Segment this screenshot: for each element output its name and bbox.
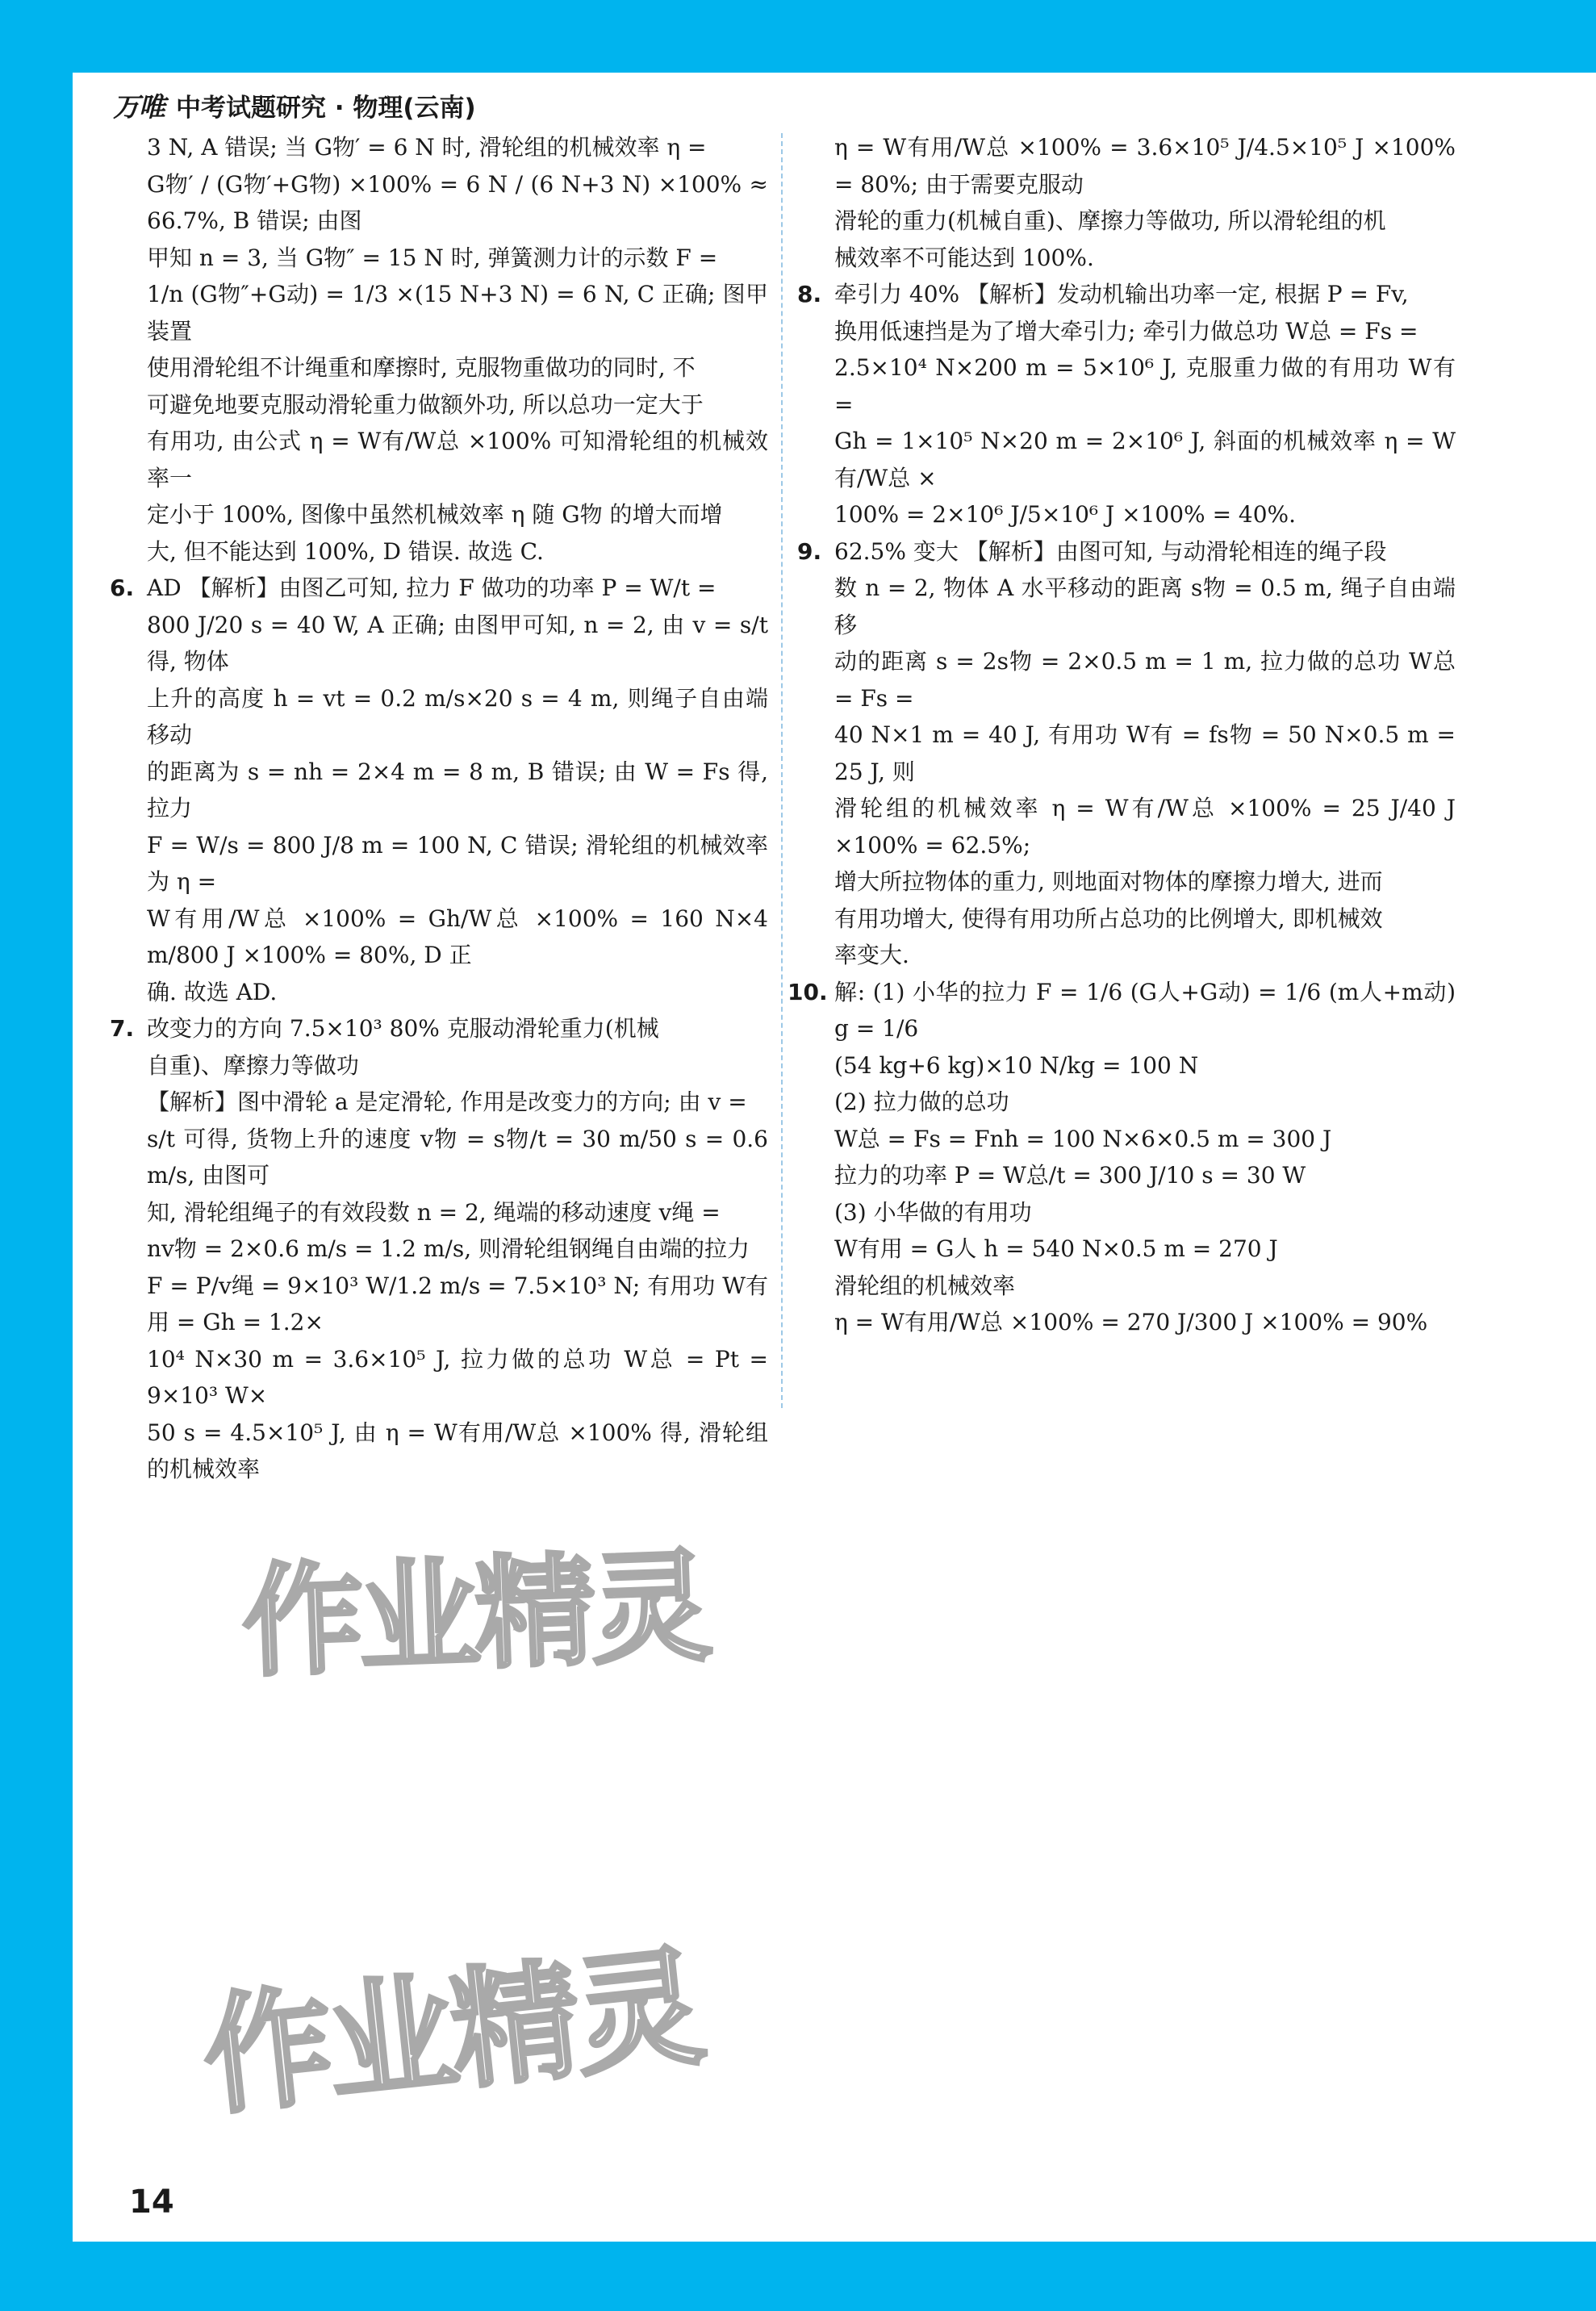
watermark: 作业精灵 (196, 1931, 707, 2133)
text-line: 10⁴ N×30 m = 3.6×10⁵ J, 拉力做的总功 W总 = Pt = 9×10³ W× (147, 1345, 768, 1409)
text-line: 62.5% 变大 【解析】由图可知, 与动滑轮相连的绳子段 (834, 537, 1387, 565)
text-line: W有用/W总 ×100% = Gh/W总 ×100% = 160 N×4 m/800 J ×100% = 80%, D 正 (147, 905, 768, 968)
brand-logo: 万唯 (113, 90, 165, 123)
question-10 (788, 974, 1456, 1341)
text-line: 甲知 n = 3, 当 G物″ = 15 N 时, 弹簧测力计的示数 F = (147, 244, 718, 271)
question-number: 7. (110, 1015, 135, 1042)
text-line: 【解析】图中滑轮 a 是定滑轮, 作用是改变力的方向; 由 v = (147, 1089, 747, 1115)
text-line: 改变力的方向 7.5×10³ 80% 克服动滑轮重力(机械 (147, 1015, 659, 1042)
text-line: 数 n = 2, 物体 A 水平移动的距离 s物 = 0.5 m, 绳子自由端移 (834, 575, 1456, 638)
text-line: 确. 故选 AD. (147, 978, 278, 1005)
text-line: (54 kg+6 kg)×10 N/kg = 100 N (834, 1051, 1199, 1079)
text-line: 率变大. (834, 942, 909, 968)
q5-continuation (147, 129, 768, 570)
text-line: 械效率不可能达到 100%. (834, 244, 1094, 271)
question-6 (110, 570, 768, 1010)
text-line: nv物 = 2×0.6 m/s = 1.2 m/s, 则滑轮组钢绳自由端的拉力 (147, 1235, 750, 1262)
text-line: 滑轮的重力(机械自重)、摩擦力等做功, 所以滑轮组的机 (834, 207, 1386, 234)
text-line: 牵引力 40% 【解析】发动机输出功率一定, 根据 P = Fv, (834, 281, 1409, 307)
page-header (113, 87, 476, 123)
question-number: 6. (110, 575, 135, 601)
question-7 (110, 1010, 768, 1488)
text-line: 上升的高度 h = vt = 0.2 m/s×20 s = 4 m, 则绳子自由端移动 (147, 684, 768, 748)
text-line: 增大所拉物体的重力, 则地面对物体的摩擦力增大, 进而 (834, 868, 1383, 895)
q7-continuation (834, 129, 1456, 276)
column-divider (781, 133, 783, 1408)
header-title: 中考试题研究 · 物理(云南) (176, 93, 476, 123)
right-column (788, 129, 1456, 1341)
text-line: 2.5×10⁴ N×200 m = 5×10⁶ J, 克服重力做的有用功 W有 = (834, 354, 1456, 418)
text-line: AD 【解析】由图乙可知, 拉力 F 做功的功率 P = W/t = (147, 575, 717, 601)
text-line: 有用功, 由公式 η = W有/W总 ×100% 可知滑轮组的机械效率一 (147, 428, 768, 491)
text-line: 50 s = 4.5×10⁵ J, 由 η = W有用/W总 ×100% 得, 滑轮组的机械效率 (147, 1419, 768, 1482)
text-line: Gh = 1×10⁵ N×20 m = 2×10⁶ J, 斜面的机械效率 η = W有/W总 × (834, 428, 1456, 491)
text-line: 动的距离 s = 2s物 = 2×0.5 m = 1 m, 拉力做的总功 W总 = Fs = (834, 648, 1456, 712)
text-line: F = W/s = 800 J/8 m = 100 N, C 错误; 滑轮组的机械效率为 η = (147, 831, 768, 895)
text-line: η = W有用/W总 ×100% = 3.6×10⁵ J/4.5×10⁵ J ×100% = 80%; 由于需要克服动 (834, 134, 1456, 198)
text-line: 自重)、摩擦力等做功 (147, 1051, 359, 1079)
question-8 (797, 276, 1456, 533)
text-line: 800 J/20 s = 40 W, A 正确; 由图甲可知, n = 2, 由 v = s/t 得, 物体 (147, 611, 768, 675)
text-line: 定小于 100%, 图像中虽然机械效率 η 随 G物 的增大而增 (147, 501, 723, 528)
question-number: 8. (797, 281, 822, 307)
text-line: 解: (1) 小华的拉力 F = 1/6 (G人+G动) = 1/6 (m人+m动) g = 1/6 (834, 978, 1456, 1042)
left-column (110, 129, 768, 1488)
text-line: 的距离为 s = nh = 2×4 m = 8 m, B 错误; 由 W = Fs 得, 拉力 (147, 758, 768, 821)
page-number: 14 (129, 2184, 174, 2221)
text-line: 知, 滑轮组绳子的有效段数 n = 2, 绳端的移动速度 v绳 = (147, 1198, 721, 1226)
watermark: 作业精灵 (240, 1536, 710, 1694)
text-line: (3) 小华做的有用功 (834, 1198, 1032, 1226)
text-line: W总 = Fs = Fnh = 100 N×6×0.5 m = 300 J (834, 1125, 1332, 1152)
text-line: 大, 但不能达到 100%, D 错误. 故选 C. (147, 537, 544, 565)
text-line: 滑轮组的机械效率 η = W有/W总 ×100% = 25 J/40 J ×100% = 62.5%; (834, 795, 1456, 859)
text-line: (2) 拉力做的总功 (834, 1089, 1009, 1115)
text-line: G物′ / (G物′+G物) ×100% = 6 N / (6 N+3 N) ×100% ≈ 66.7%, B 错误; 由图 (147, 170, 768, 234)
text-line: F = P/v绳 = 9×10³ W/1.2 m/s = 7.5×10³ N; 有用功 W有用 = Gh = 1.2× (147, 1272, 768, 1335)
text-line: 滑轮组的机械效率 (834, 1272, 1016, 1299)
text-line: 拉力的功率 P = W总/t = 300 J/10 s = 30 W (834, 1162, 1306, 1189)
question-number: 10. (788, 978, 828, 1005)
text-line: W有用 = G人 h = 540 N×0.5 m = 270 J (834, 1235, 1278, 1262)
text-line: 100% = 2×10⁶ J/5×10⁶ J ×100% = 40%. (834, 501, 1297, 528)
question-number: 9. (797, 537, 822, 565)
text-line: 3 N, A 错误; 当 G物′ = 6 N 时, 滑轮组的机械效率 η = (147, 134, 707, 161)
text-line: 有用功增大, 使得有用功所占总功的比例增大, 即机械效 (834, 905, 1383, 932)
question-9 (797, 533, 1456, 974)
text-line: 40 N×1 m = 40 J, 有用功 W有 = fs物 = 50 N×0.5 m = 25 J, 则 (834, 721, 1456, 785)
text-line: 可避免地要克服动滑轮重力做额外功, 所以总功一定大于 (147, 391, 704, 418)
text-line: η = W有用/W总 ×100% = 270 J/300 J ×100% = 90% (834, 1309, 1428, 1335)
text-line: 换用低速挡是为了增大牵引力; 牵引力做总功 W总 = Fs = (834, 317, 1418, 345)
text-line: s/t 可得, 货物上升的速度 v物 = s物/t = 30 m/50 s = 0.6 m/s, 由图可 (147, 1125, 768, 1189)
text-line: 1/n (G物″+G动) = 1/3 ×(15 N+3 N) = 6 N, C 正确; 图甲装置 (147, 281, 768, 345)
text-line: 使用滑轮组不计绳重和摩擦时, 克服物重做功的同时, 不 (147, 354, 696, 381)
